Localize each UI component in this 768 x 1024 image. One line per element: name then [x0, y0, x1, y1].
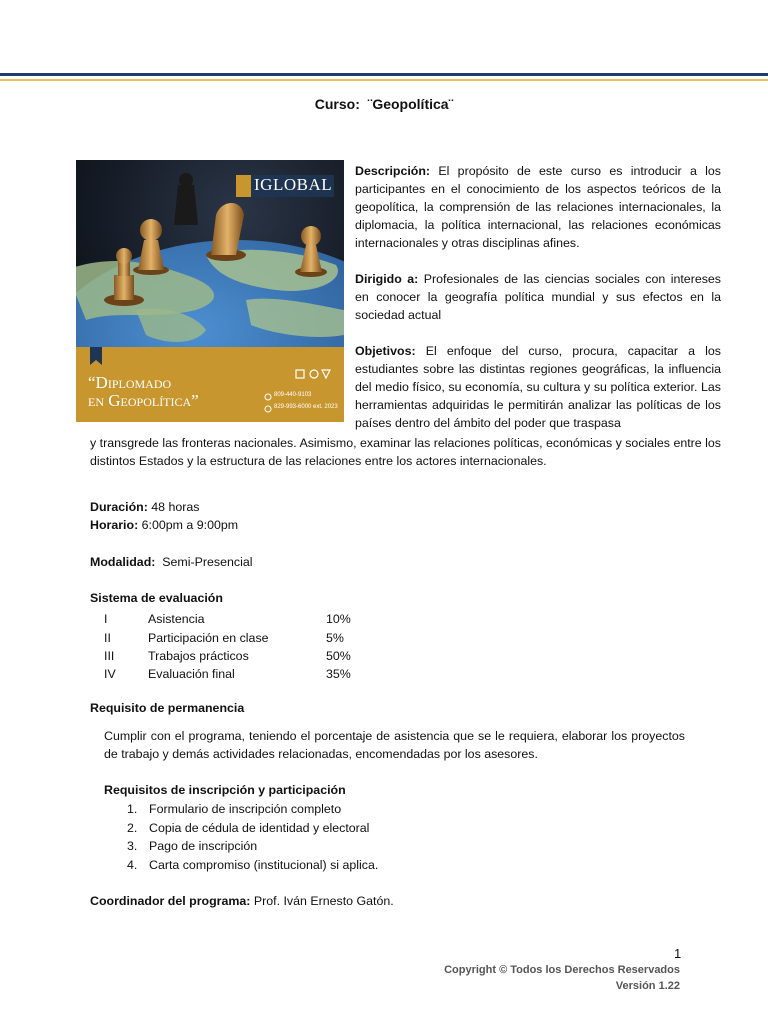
evaluation-row	[104, 665, 404, 683]
eval-num: IV	[104, 667, 116, 681]
description-text: El propósito de este curso es introducir a los participantes en el conocimiento de los aspectos teóricos de la geopolítica, la comprensión de las relaciones internacionales, la diplomacia, la política internacional, las relaciones económicas internacionales y otras disciplinas afines.	[355, 164, 721, 250]
objectives-label: Objetivos:	[355, 344, 416, 358]
requirement-item: 1. Formulario de inscripción completo	[127, 802, 342, 816]
page-title	[0, 96, 768, 112]
course-info-block	[355, 162, 721, 432]
permanence-text: Cumplir con el programa, teniendo el porcentaje de asistencia que se le requiera, elaborar los proyectos de trabajo y demás actividades relacionadas, encomendadas por los asesores.	[104, 729, 685, 761]
banner-phone-2: 829-993-6000 ext. 2023	[274, 404, 338, 410]
footer-version: Versión 1.22	[615, 980, 680, 992]
title-course-name: ¨Geopolítica¨	[367, 96, 454, 112]
requirement-item: 4. Carta compromiso (institucional) si aplica.	[127, 858, 379, 872]
eval-num: I	[104, 612, 108, 626]
requirement-item: 2. Copia de cédula de identidad y electoral	[127, 821, 370, 835]
duration-value: 48 horas	[151, 500, 200, 514]
title-prefix: Curso:	[314, 96, 360, 112]
eval-pct: 10%	[326, 612, 351, 626]
audience-text: Profesionales de las ciencias sociales con intereses en conocer la geografía política mundial y sus efectos en la sociedad actual	[355, 272, 721, 322]
evaluation-row	[104, 647, 404, 665]
coordinator-name: Prof. Iván Ernesto Gatón.	[253, 894, 394, 908]
eval-label: Evaluación final	[148, 667, 235, 681]
duration-label: Duración:	[90, 500, 148, 514]
header-rule-navy	[0, 73, 768, 76]
evaluation-row	[104, 629, 404, 647]
modality-value: Semi-Presencial	[162, 555, 253, 569]
eval-label: Trabajos prácticos	[148, 649, 249, 663]
objectives-paragraph	[355, 342, 721, 432]
eval-label: Participación en clase	[148, 631, 269, 645]
modality-line	[90, 553, 253, 571]
banner-brand: IGLOBAL	[254, 175, 333, 194]
banner-title-line1: “Diplomado	[88, 373, 172, 392]
coordinator-line	[90, 892, 394, 910]
duration-line	[90, 498, 200, 516]
eval-label: Asistencia	[148, 612, 205, 626]
banner-phone-1: 809-440-9103	[274, 392, 312, 398]
requirements-heading: Requisitos de inscripción y participación	[104, 783, 346, 797]
requirement-item: 3. Pago de inscripción	[127, 839, 258, 853]
eval-pct: 5%	[326, 631, 344, 645]
course-banner-image	[76, 160, 344, 422]
schedule-label: Horario:	[90, 518, 139, 532]
eval-pct: 35%	[326, 667, 351, 681]
page-number: 1	[674, 946, 682, 961]
coordinator-label: Coordinador del programa:	[90, 894, 251, 908]
header-rule-gold	[0, 79, 768, 81]
banner-title-line2: en Geopolítica”	[88, 391, 199, 410]
footer-copyright: Copyright © Todos los Derechos Reservados	[444, 964, 680, 976]
objectives-text-part1: El enfoque del curso, procura, capacitar a los estudiantes sobre las distintas regiones geográficas, la influencia del medio físico, su economía, su cultura y su política exterior. Las herramientas adquiridas le permitirán analizar las políticas de los países dentro del ámbito del poder que traspasa	[355, 344, 721, 430]
modality-label: Modalidad:	[90, 555, 156, 569]
permanence-heading: Requisito de permanencia	[90, 701, 245, 715]
schedule-value: 6:00pm a 9:00pm	[141, 518, 239, 532]
eval-num: II	[104, 631, 111, 645]
description-label: Descripción:	[355, 164, 431, 178]
objectives-text-part2: y transgrede las fronteras nacionales. Asimismo, examinar las relaciones políticas, económicas y sociales entre los distintos Estados y la estructura de las relaciones entre los actores internacionales.	[90, 436, 721, 468]
eval-num: III	[104, 649, 115, 663]
audience-paragraph	[355, 270, 721, 324]
description-paragraph	[355, 162, 721, 252]
audience-label: Dirigido a:	[355, 272, 419, 286]
eval-pct: 50%	[326, 649, 351, 663]
evaluation-heading: Sistema de evaluación	[90, 591, 223, 605]
schedule-line	[90, 516, 238, 534]
evaluation-row	[104, 610, 404, 628]
